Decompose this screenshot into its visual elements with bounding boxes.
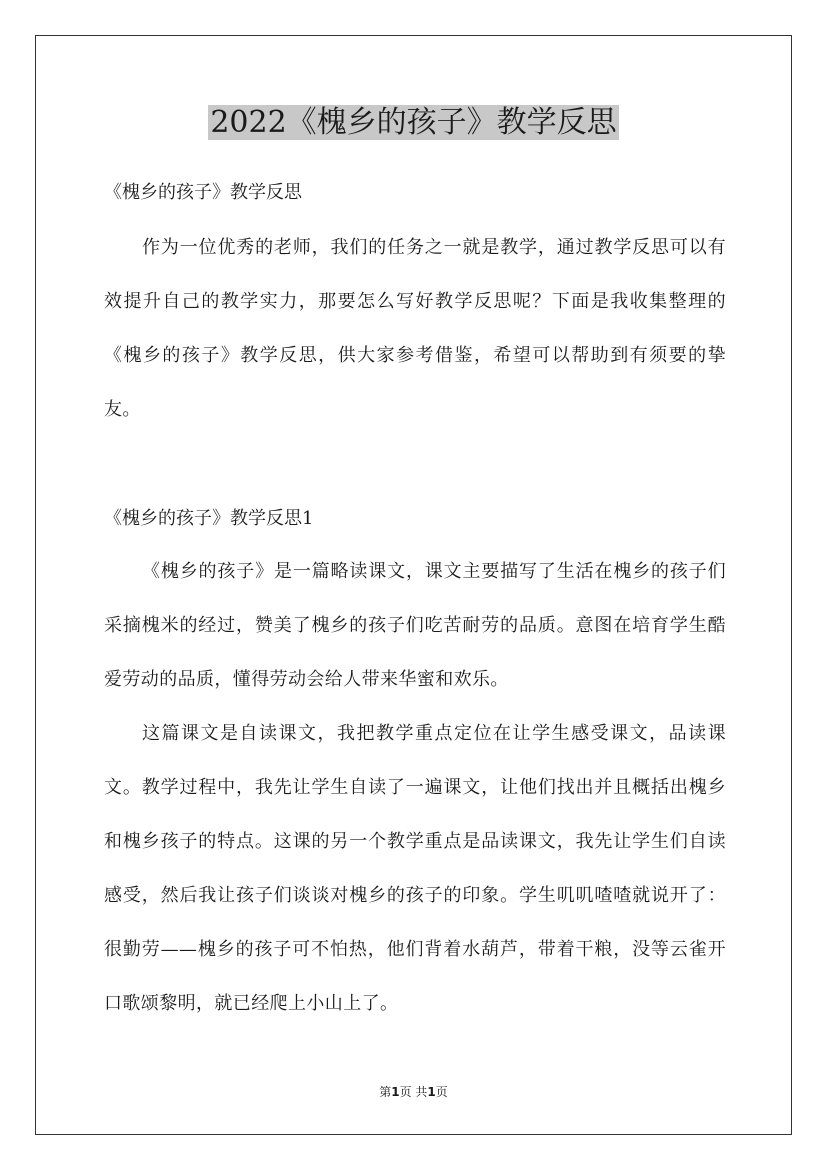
section-1-paragraph-2: 这篇课文是自读课文，我把教学重点定位在让学生感受课文，品读课文。教学过程中，我先让学生自读了一遍课文，让他们找出并且概括出槐乡和槐乡孩子的特点。这课的另一个教学重点是品读课文，我先让学生们自读感受，然后我让孩子们谈谈对槐乡的孩子的印象。学生叽叽喳喳就说开了：很勤劳——槐乡的孩子可不怕热，他们背着水葫芦，带着干粮，没等云雀开口歌颂黎明，就已经爬上小山上了。 <box>104 723 726 1014</box>
document-title <box>0 100 827 146</box>
footer-page-prefix: 第 <box>379 1085 392 1099</box>
section-1-paragraph-1: 《槐乡的孩子》是一篇略读课文，课文主要描写了生活在槐乡的孩子们采摘槐米的经过，赞美了槐乡的孩子们吃苦耐劳的品质。意图在培育学生酷爱劳动的品质，懂得劳动会给人带来华蜜和欢乐。 <box>104 561 726 690</box>
document-title-text: 2022《槐乡的孩子》教学反思 <box>210 105 617 140</box>
page-footer <box>0 1084 827 1100</box>
footer-page-suffix: 页 <box>435 1085 448 1099</box>
document-heading: 《槐乡的孩子》教学反思 <box>104 182 302 203</box>
footer-page-mid: 页 共 <box>399 1085 428 1099</box>
footer-page-total: 1 <box>427 1085 436 1099</box>
footer-page-current: 1 <box>391 1085 400 1099</box>
intro-paragraph: 作为一位优秀的老师，我们的任务之一就是教学，通过教学反思可以有效提升自己的教学实力，那要怎么写好教学反思呢？下面是我收集整理的《槐乡的孩子》教学反思，供大家参考借鉴，希望可以帮助到有须要的挚友。 <box>104 237 726 420</box>
section-1-heading: 《槐乡的孩子》教学反思1 <box>104 508 314 529</box>
